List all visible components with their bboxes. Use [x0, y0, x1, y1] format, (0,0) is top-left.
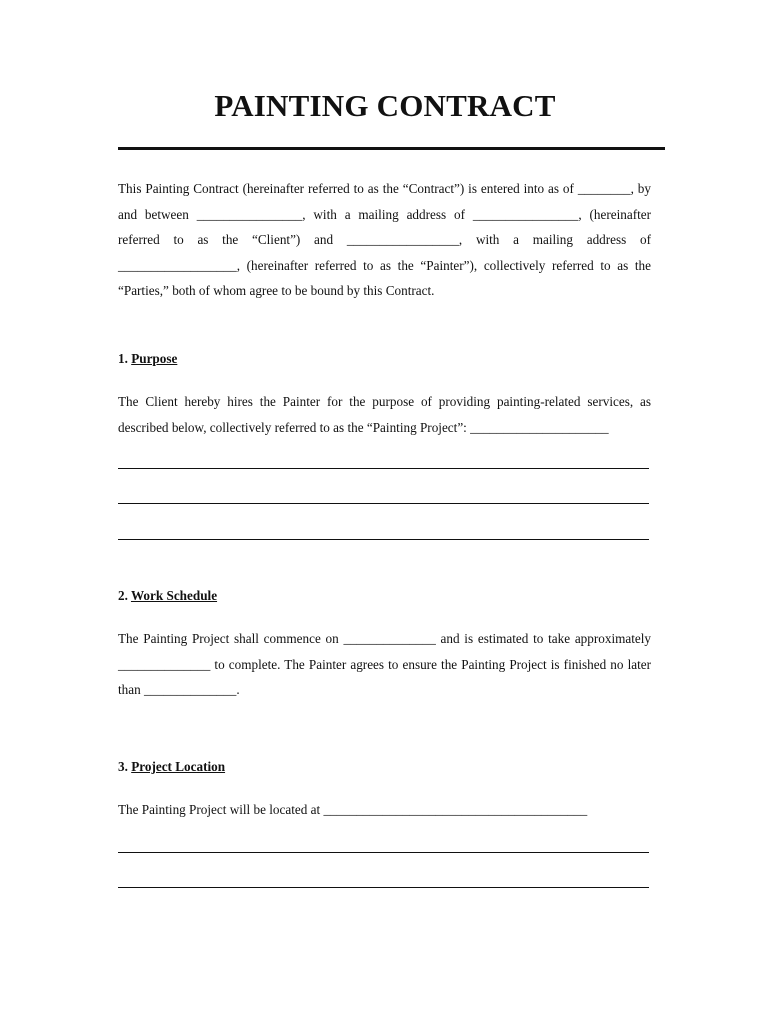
blank-line: [118, 539, 649, 540]
section-title: Project Location: [131, 759, 226, 774]
work-schedule-paragraph: The Painting Project shall commence on ______________ and is estimated to take approximately ______________ to complete. The Painter agrees to ensure the Painting Project is finished no later than ______________.: [118, 631, 651, 697]
section-heading-work-schedule: [118, 588, 217, 604]
intro-paragraph: This Painting Contract (hereinafter referred to as the “Contract”) is entered into as of ________, by and between ________________, with a mailing address of ________________, (hereinafter referred to as the “Client”) and _________________, with a mailing address of __________________, (hereinafter referred to as the “Painter”), collectively referred to as the “Parties,” both of whom agree to be bound by this Contract.: [118, 181, 651, 298]
section-number: 3.: [118, 759, 128, 774]
blank-line: [118, 468, 649, 469]
blank-line: [118, 503, 649, 504]
section-number: 1.: [118, 351, 128, 366]
document-title: PAINTING CONTRACT: [214, 88, 556, 123]
title-divider: [118, 147, 665, 150]
section-title: Work Schedule: [130, 588, 218, 603]
section-number: 2.: [118, 588, 128, 603]
section-heading-project-location: [118, 759, 225, 775]
purpose-paragraph: The Client hereby hires the Painter for the purpose of providing painting-related services, as described below, collectively referred to as the “Painting Project”: _____________________: [118, 394, 651, 435]
project-location-paragraph: The Painting Project will be located at ________________________________________: [118, 802, 588, 817]
blank-line: [118, 887, 649, 888]
section-title: Purpose: [131, 351, 178, 366]
section-heading-purpose: [118, 351, 177, 367]
blank-line: [118, 852, 649, 853]
